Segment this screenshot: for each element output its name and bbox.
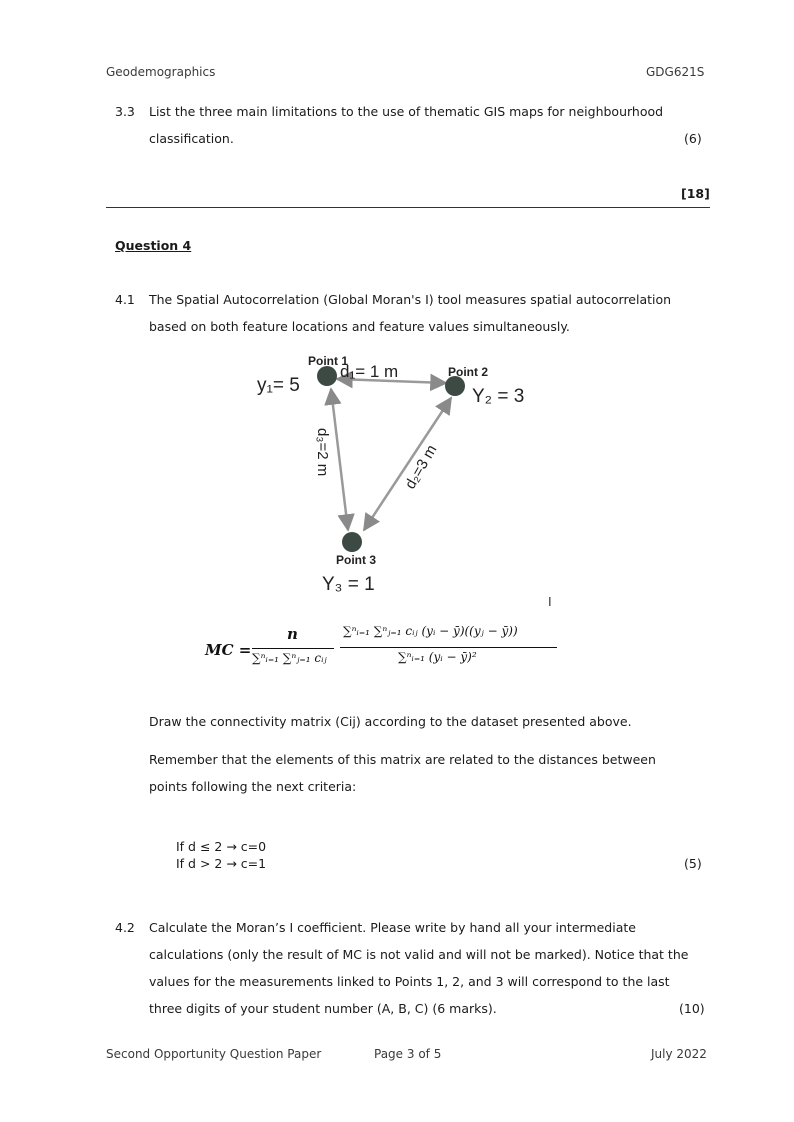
question-3-3-line-1: List the three main limitations to the use of thematic GIS maps for neighbourhood bbox=[149, 104, 664, 119]
question-3-3-number: 3.3 bbox=[115, 104, 135, 119]
question-4-2-line-3: values for the measurements linked to Points 1, 2, and 3 will correspond to the last bbox=[149, 974, 670, 989]
formula-numerator: ∑ⁿᵢ₌₁ ∑ⁿⱼ₌₁ cᵢⱼ (yᵢ − ȳ)((yⱼ − ȳ)) bbox=[343, 624, 518, 638]
formula-denominator: ∑ⁿᵢ₌₁ (yᵢ − ȳ)² bbox=[398, 650, 477, 664]
question-4-title: Question 4 bbox=[115, 238, 192, 253]
point-1-label: Point 1 bbox=[308, 354, 349, 368]
question-4-1-line-2: based on both feature locations and feature values simultaneously. bbox=[149, 319, 570, 334]
question-4-2-line-1: Calculate the Moran’s I coefficient. Please write by hand all your intermediate bbox=[149, 920, 636, 935]
instruction-paragraph-1: Draw the connectivity matrix (Cij) according to the dataset presented above. bbox=[149, 714, 632, 729]
question-4-2-marks: (10) bbox=[679, 1001, 705, 1016]
d3-label: d₃=2 m bbox=[314, 428, 331, 477]
question-4-2-line-4: three digits of your student number (A, B, C) (6 marks). bbox=[149, 1001, 497, 1016]
footer-paper-type: Second Opportunity Question Paper bbox=[106, 1047, 322, 1061]
instruction-paragraph-2-line-1: Remember that the elements of this matrix are related to the distances between bbox=[149, 752, 656, 767]
value-y2: Y₂ = 3 bbox=[472, 386, 525, 407]
question-4-1-marks: (5) bbox=[684, 856, 702, 871]
instruction-paragraph-2-line-2: points following the next criteria: bbox=[149, 779, 357, 794]
formula-lhs: MC = bbox=[205, 641, 252, 659]
point-3-label: Point 3 bbox=[336, 553, 377, 567]
point-3-marker bbox=[342, 532, 362, 552]
question-4-2-line-2: calculations (only the result of MC is not valid and will not be marked). Notice that the bbox=[149, 947, 689, 962]
d1-label: d₁= 1 m bbox=[340, 362, 399, 381]
formula-fraction-bar-left bbox=[252, 648, 334, 649]
header-course-code: GDG621S bbox=[646, 65, 705, 79]
formula-fraction-bar-right bbox=[340, 647, 557, 648]
point-1-marker bbox=[317, 366, 337, 386]
criterion-1: If d ≤ 2 → c=0 bbox=[176, 839, 267, 854]
stray-mark: I bbox=[548, 594, 552, 609]
edge-d2-line bbox=[364, 398, 451, 530]
footer-date: July 2022 bbox=[651, 1047, 707, 1061]
d2-label: d₂=3 m bbox=[401, 441, 441, 492]
value-y3: Y₃ = 1 bbox=[322, 574, 375, 595]
question-4-1-number: 4.1 bbox=[115, 292, 135, 307]
question-4-1-line-1: The Spatial Autocorrelation (Global Moran's I) tool measures spatial autocorrelation bbox=[149, 292, 672, 307]
point-2-label: Point 2 bbox=[448, 365, 489, 379]
question-3-3-line-2: classification. bbox=[149, 131, 234, 146]
footer-page-number: Page 3 of 5 bbox=[374, 1047, 442, 1061]
criterion-2: If d > 2 → c=1 bbox=[176, 856, 267, 871]
value-y1: y₁= 5 bbox=[257, 375, 300, 396]
section-total-marks: [18] bbox=[681, 186, 710, 201]
question-4-2-number: 4.2 bbox=[115, 920, 135, 935]
formula-sum-cij: ∑ⁿᵢ₌₁ ∑ⁿⱼ₌₁ cᵢⱼ bbox=[252, 651, 327, 665]
formula-n: n bbox=[287, 625, 298, 643]
point-2-marker bbox=[445, 376, 465, 396]
question-3-3-marks: (6) bbox=[684, 131, 702, 146]
header-course-title: Geodemographics bbox=[106, 65, 216, 79]
edge-d3-line bbox=[331, 389, 348, 530]
